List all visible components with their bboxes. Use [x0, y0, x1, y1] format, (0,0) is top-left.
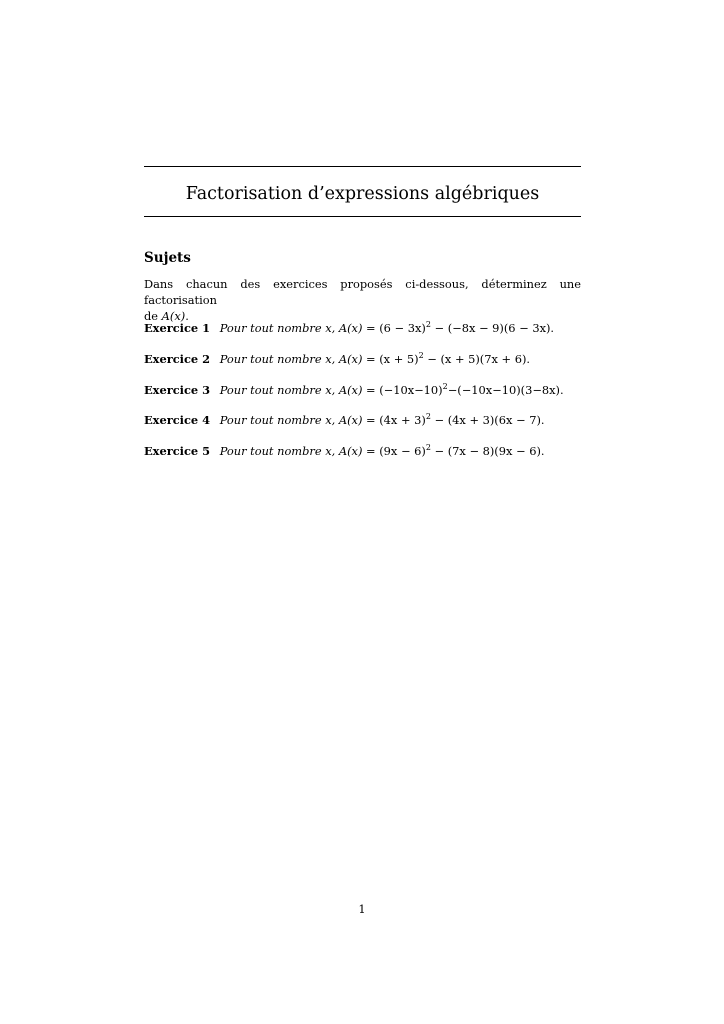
intro-text-suffix: . [185, 309, 189, 323]
intro-paragraph [144, 276, 581, 324]
formula-exponent: 2 [418, 351, 424, 361]
formula-lhs: A(x) [338, 413, 363, 427]
formula-rhs-part2: − (−8x − 9)(6 − 3x). [430, 321, 555, 335]
formula-rhs-part2: − (7x − 8)(9x − 6). [430, 444, 545, 458]
formula-lhs: A(x) [338, 352, 363, 366]
formula-rhs-part1: = (x + 5) [362, 352, 419, 366]
exercise-statement: Pour tout nombre x, [219, 444, 336, 458]
formula-rhs-part1: = (9x − 6) [362, 444, 426, 458]
exercise-label: Exercice 5 [144, 444, 211, 458]
exercise-5 [144, 443, 594, 459]
exercise-4 [144, 412, 594, 428]
exercise-formula [339, 413, 545, 427]
formula-rhs-part1: = (6 − 3x) [362, 321, 426, 335]
formula-lhs: A(x) [338, 444, 363, 458]
exercise-formula [339, 352, 530, 366]
exercise-statement: Pour tout nombre x, [219, 321, 336, 335]
section-heading: Sujets [144, 250, 191, 266]
formula-lhs: A(x) [338, 321, 363, 335]
exercise-label: Exercice 1 [144, 321, 211, 335]
formula-rhs-part2: −(−10x−10)(3−8x). [447, 383, 564, 397]
formula-exponent: 2 [425, 412, 431, 422]
exercise-statement: Pour tout nombre x, [219, 413, 336, 427]
exercise-2 [144, 351, 594, 367]
formula-exponent: 2 [442, 382, 448, 392]
intro-expression: A(x) [161, 309, 186, 323]
formula-rhs-part2: − (4x + 3)(6x − 7). [430, 413, 545, 427]
exercise-1 [144, 320, 594, 336]
title-top-rule [144, 166, 581, 167]
exercise-statement: Pour tout nombre x, [219, 383, 336, 397]
exercise-formula [339, 444, 545, 458]
formula-rhs-part2: − (x + 5)(7x + 6). [423, 352, 531, 366]
formula-lhs: A(x) [338, 383, 363, 397]
formula-rhs-part1: = (−10x−10) [362, 383, 443, 397]
exercise-label: Exercice 2 [144, 352, 211, 366]
exercise-label: Exercice 3 [144, 383, 211, 397]
page-title: Factorisation d’expressions algébriques [185, 184, 540, 204]
exercise-label: Exercice 4 [144, 413, 211, 427]
page-number: 1 [358, 902, 366, 916]
formula-exponent: 2 [425, 443, 431, 453]
formula-rhs-part1: = (4x + 3) [362, 413, 426, 427]
formula-exponent: 2 [425, 320, 431, 330]
exercise-formula [339, 321, 554, 335]
title-bottom-rule [144, 216, 581, 217]
exercise-3 [144, 382, 594, 398]
exercise-statement: Pour tout nombre x, [219, 352, 336, 366]
exercise-formula [339, 383, 564, 397]
intro-text-prefix: de [144, 309, 162, 323]
intro-text-line1: Dans chacun des exercices proposés ci-dessous, déterminez une factorisation [144, 277, 581, 307]
